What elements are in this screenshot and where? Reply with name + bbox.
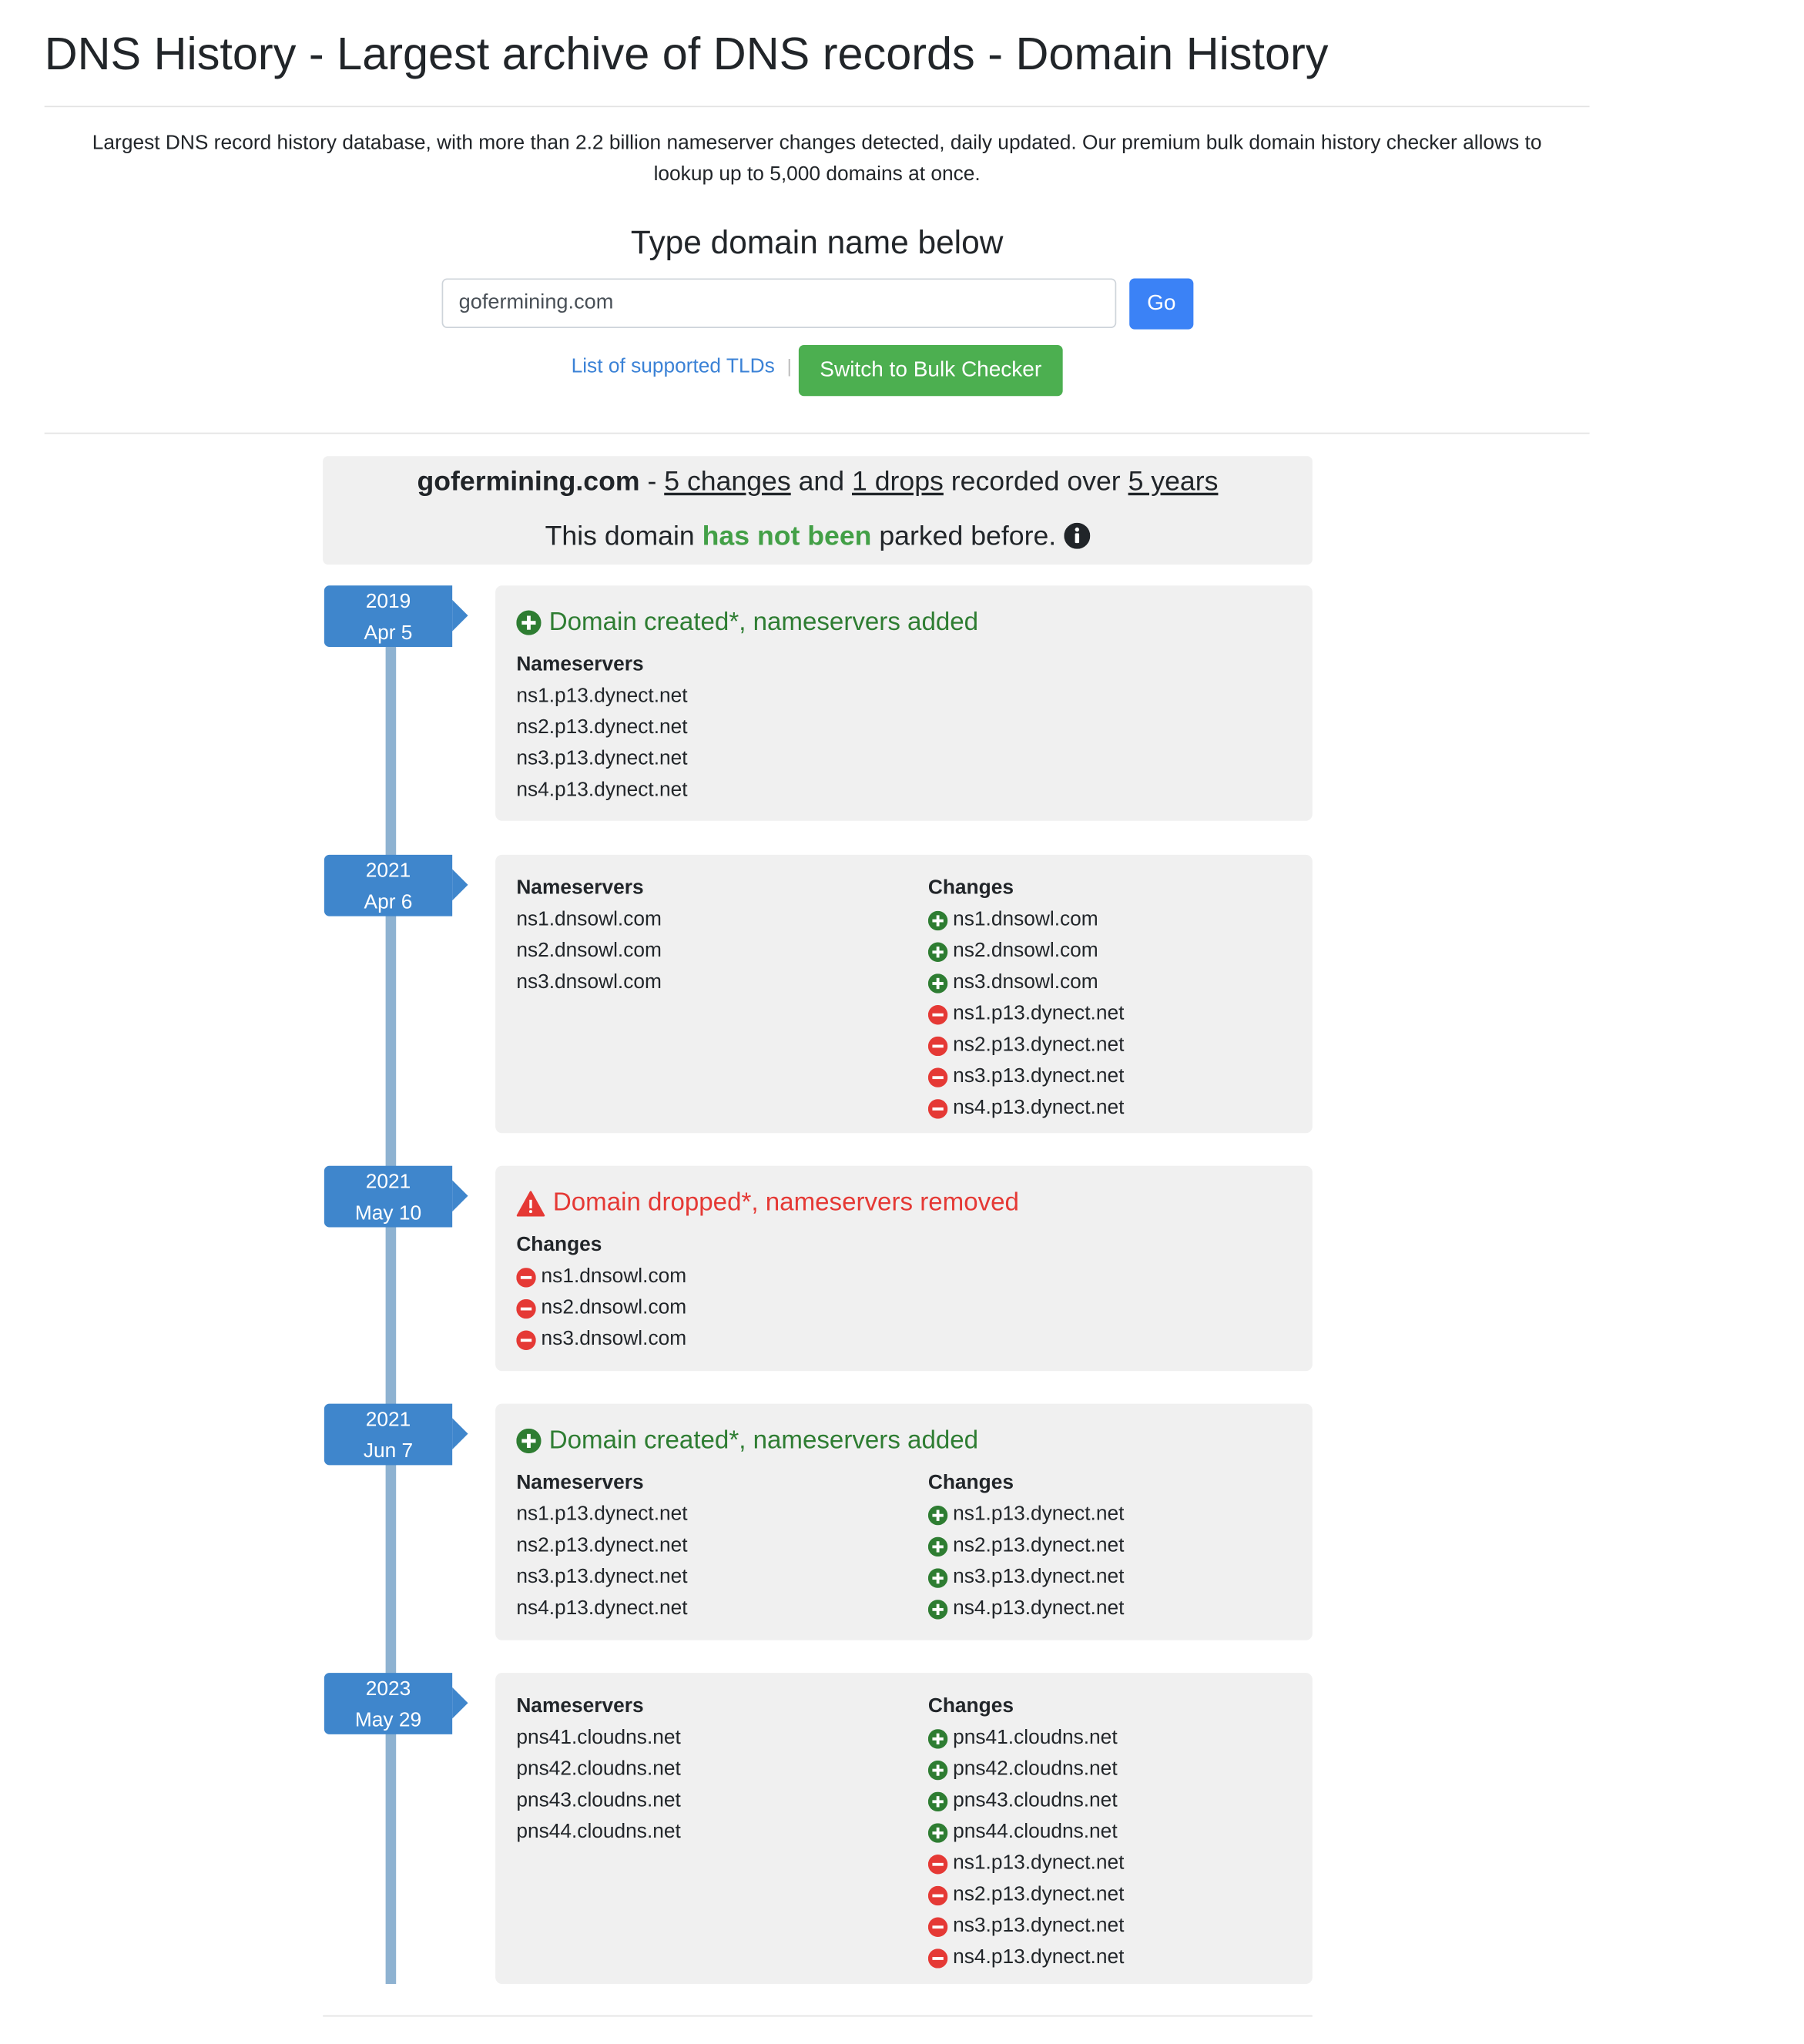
changes-column: [516, 1230, 686, 1355]
nameserver-item: ns3.p13.dynect.net: [516, 1566, 688, 1588]
supported-tlds-link[interactable]: List of supported TLDs: [571, 355, 775, 378]
change-added: [928, 1723, 1125, 1754]
change-added: [928, 904, 1125, 936]
change-removed: [928, 1911, 1125, 1942]
date-day: May 29: [354, 1708, 422, 1731]
change-removed: [516, 1324, 686, 1355]
minus-circle-icon: [928, 1004, 953, 1024]
drops-count-link[interactable]: 1 drops: [851, 466, 944, 497]
parked-prefix: This domain: [545, 521, 702, 552]
plus-circle-icon: [928, 1822, 953, 1841]
change-removed: [928, 1848, 1125, 1880]
nameservers-header: Nameservers: [516, 653, 644, 676]
plus-circle-icon: [928, 942, 953, 961]
change-removed: [928, 1942, 1125, 1974]
date-year: 2021: [365, 859, 411, 883]
plus-circle-icon: [928, 1728, 953, 1747]
minus-circle-icon: [516, 1267, 541, 1286]
event-title-text: Domain created*, nameservers added: [548, 608, 979, 637]
plus-circle-icon: [928, 1568, 953, 1587]
date-badge: [324, 1166, 452, 1228]
minus-circle-icon: [928, 1067, 953, 1087]
change-nameserver: ns1.dnsowl.com: [541, 1265, 687, 1288]
date-day: Apr 6: [364, 890, 413, 913]
minus-circle-icon: [928, 1885, 953, 1905]
minus-circle-icon: [516, 1298, 541, 1318]
plus-circle-icon: [928, 910, 953, 930]
nameservers-header: Nameservers: [516, 1695, 644, 1717]
nameserver-item: pns41.cloudns.net: [516, 1726, 681, 1749]
date-day: Apr 5: [364, 621, 413, 644]
parked-line: [323, 521, 1313, 557]
change-nameserver: pns41.cloudns.net: [953, 1726, 1118, 1749]
nameserver-item: ns2.dnsowl.com: [516, 940, 662, 962]
top-divider: [45, 106, 1590, 107]
change-nameserver: ns2.p13.dynect.net: [953, 1534, 1125, 1557]
summary-recorded: recorded over: [943, 466, 1128, 497]
history-entry-card: [495, 855, 1313, 1133]
change-added: [928, 1562, 1125, 1593]
history-summary: [323, 456, 1313, 565]
change-nameserver: ns1.p13.dynect.net: [953, 1503, 1125, 1526]
minus-circle-icon: [928, 1854, 953, 1873]
parked-suffix: parked before.: [871, 521, 1057, 552]
nameserver-item: ns2.p13.dynect.net: [516, 1534, 688, 1557]
summary-dash: -: [639, 466, 665, 497]
change-added: [928, 1754, 1125, 1785]
plus-circle-icon: [928, 973, 953, 992]
nameserver-item: pns44.cloudns.net: [516, 1820, 681, 1843]
summary-and: and: [790, 466, 852, 497]
date-badge: [324, 1404, 452, 1466]
event-title-text: Domain dropped*, nameservers removed: [552, 1188, 1019, 1217]
change-added: [928, 1817, 1125, 1848]
timeline-line: [386, 615, 397, 1984]
summary-line: [323, 467, 1313, 498]
changes-header: Changes: [516, 1233, 602, 1256]
minus-circle-icon: [928, 1036, 953, 1055]
plus-circle-icon: [516, 610, 548, 635]
nameservers-header: Nameservers: [516, 1471, 644, 1494]
change-nameserver: pns42.cloudns.net: [953, 1758, 1118, 1781]
nameserver-item: ns1.p13.dynect.net: [516, 1503, 688, 1526]
change-nameserver: ns3.p13.dynect.net: [953, 1915, 1125, 1937]
nameservers-column: [516, 873, 662, 999]
plus-circle-icon: [928, 1505, 953, 1524]
change-removed: [928, 999, 1125, 1030]
minus-circle-icon: [928, 1098, 953, 1117]
change-nameserver: ns4.p13.dynect.net: [953, 1945, 1125, 1969]
history-entry-card: [495, 585, 1313, 820]
plus-circle-icon: [516, 1429, 548, 1453]
intro-text: [45, 128, 1590, 190]
change-nameserver: ns3.dnsowl.com: [953, 970, 1098, 994]
date-year: 2019: [365, 591, 411, 613]
date-day: Jun 7: [363, 1439, 414, 1463]
nameservers-column: [516, 649, 687, 806]
bulk-checker-button[interactable]: Switch to Bulk Checker: [799, 345, 1063, 396]
parked-status: has not been: [702, 521, 872, 552]
change-nameserver: pns44.cloudns.net: [953, 1820, 1118, 1843]
change-nameserver: ns4.p13.dynect.net: [953, 1096, 1125, 1119]
plus-circle-icon: [928, 1791, 953, 1811]
nameserver-item: ns1.dnsowl.com: [516, 908, 662, 931]
page-title: DNS History - Largest archive of DNS records - Domain History: [44, 28, 1329, 80]
go-button[interactable]: Go: [1129, 278, 1193, 329]
plus-circle-icon: [928, 1536, 953, 1556]
change-nameserver: ns2.p13.dynect.net: [953, 1034, 1125, 1057]
link-separator: |: [786, 355, 792, 377]
change-added: [928, 1785, 1125, 1817]
date-badge: [324, 1673, 452, 1734]
event-title-text: Domain created*, nameservers added: [548, 1426, 979, 1455]
changes-header: Changes: [927, 876, 1014, 900]
nameserver-item: ns4.p13.dynect.net: [516, 779, 688, 802]
history-entry-card: [495, 1166, 1313, 1371]
history-entry-card: [495, 1404, 1313, 1640]
history-entry-card: [495, 1673, 1313, 1984]
plus-circle-icon: [928, 1599, 953, 1618]
changes-column: [928, 873, 1125, 1124]
nameserver-item: ns3.p13.dynect.net: [516, 747, 688, 770]
minus-circle-icon: [928, 1917, 953, 1936]
nameserver-item: ns3.dnsowl.com: [516, 970, 662, 994]
change-nameserver: ns1.p13.dynect.net: [953, 1851, 1125, 1875]
nameservers-column: [516, 1468, 687, 1625]
nameserver-item: ns2.p13.dynect.net: [516, 715, 688, 739]
date-year: 2021: [365, 1171, 411, 1194]
change-nameserver: ns2.dnsowl.com: [953, 940, 1098, 962]
intro-line-1: Largest DNS record history database, with more than 2.2 billion nameserver changes detected, daily updated. Our premium bulk domain history checker allows to: [92, 132, 1542, 155]
change-removed: [516, 1262, 686, 1293]
date-badge: [324, 855, 452, 916]
event-title: [516, 1188, 1019, 1218]
change-nameserver: ns2.p13.dynect.net: [953, 1883, 1125, 1906]
nameservers-column: [516, 1691, 681, 1848]
date-year: 2023: [365, 1677, 411, 1701]
info-icon[interactable]: [1064, 523, 1090, 557]
minus-circle-icon: [928, 1948, 953, 1967]
change-removed: [928, 1093, 1125, 1124]
changes-header: Changes: [927, 1471, 1014, 1494]
intro-line-2: lookup up to 5,000 domains at once.: [653, 163, 981, 186]
change-removed: [928, 1030, 1125, 1061]
nameserver-item: ns4.p13.dynect.net: [516, 1597, 688, 1620]
domain-input[interactable]: [442, 278, 1117, 327]
nameservers-header: Nameservers: [516, 876, 644, 900]
date-day: May 10: [354, 1201, 422, 1225]
change-added: [928, 1499, 1125, 1530]
changes-header: Changes: [927, 1695, 1014, 1717]
changes-column: [928, 1691, 1125, 1974]
bottom-divider: [323, 2016, 1313, 2017]
change-nameserver: ns3.dnsowl.com: [541, 1328, 687, 1351]
changes-count-link[interactable]: 5 changes: [664, 466, 791, 497]
change-added: [928, 1530, 1125, 1562]
change-nameserver: pns43.cloudns.net: [953, 1789, 1118, 1812]
changes-column: [928, 1468, 1125, 1625]
date-badge: [324, 585, 452, 647]
change-nameserver: ns3.p13.dynect.net: [953, 1065, 1125, 1087]
event-title: [516, 1426, 978, 1456]
minus-circle-icon: [516, 1330, 541, 1349]
event-title: [516, 608, 978, 638]
change-nameserver: ns1.p13.dynect.net: [953, 1002, 1125, 1025]
change-removed: [516, 1292, 686, 1324]
change-added: [928, 967, 1125, 999]
change-nameserver: ns4.p13.dynect.net: [953, 1597, 1125, 1620]
change-nameserver: ns1.dnsowl.com: [953, 908, 1098, 931]
change-nameserver: ns2.dnsowl.com: [541, 1296, 687, 1319]
nameserver-item: pns43.cloudns.net: [516, 1789, 681, 1812]
change-added: [928, 936, 1125, 967]
years-link[interactable]: 5 years: [1128, 466, 1219, 497]
warning-icon: [516, 1190, 553, 1216]
date-year: 2021: [365, 1409, 411, 1432]
plus-circle-icon: [928, 1760, 953, 1779]
change-removed: [928, 1061, 1125, 1093]
change-nameserver: ns3.p13.dynect.net: [953, 1566, 1125, 1588]
nameserver-item: pns42.cloudns.net: [516, 1758, 681, 1781]
summary-domain: gofermining.com: [417, 466, 640, 497]
section-divider: [45, 433, 1590, 434]
change-added: [928, 1593, 1125, 1625]
nameserver-item: ns1.p13.dynect.net: [516, 685, 688, 708]
change-removed: [928, 1879, 1125, 1911]
search-heading: Type domain name below: [630, 224, 1004, 262]
